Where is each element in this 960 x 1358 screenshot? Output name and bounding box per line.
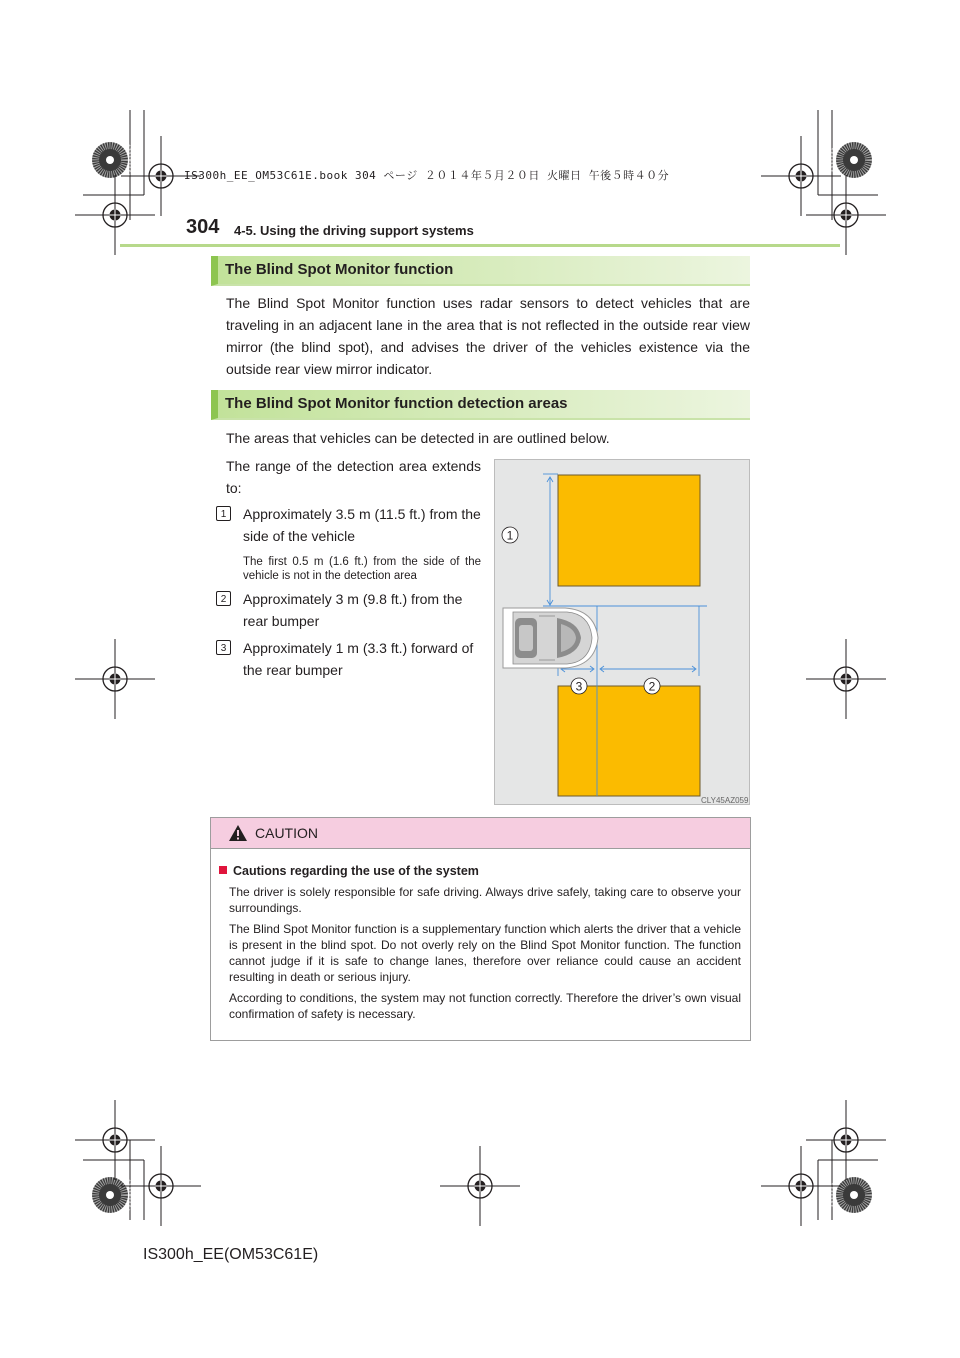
caution-box xyxy=(210,817,751,1041)
range-intro: The range of the detection area extends to: xyxy=(226,458,481,496)
caution-label: CAUTION xyxy=(255,825,318,841)
caution-title: Cautions regarding the use of the system xyxy=(219,864,479,878)
header-divider xyxy=(120,244,840,247)
page-number: 304 xyxy=(186,216,220,238)
item-number-2: 2 xyxy=(216,591,231,606)
detection-area-diagram xyxy=(494,459,750,805)
diagram-drawing xyxy=(495,460,751,806)
caution-header xyxy=(211,818,750,849)
item-text-2: Approximately 3 m (9.8 ft.) from the rear bumper xyxy=(243,591,463,629)
callout-1: 1 xyxy=(506,528,514,543)
caution-paragraph-3: According to conditions, the system may not function correctly. Therefore the driver’s own visual confirmation of safety is necessary. xyxy=(229,991,741,1021)
chapter-section-title: 4-5. Using the driving support systems xyxy=(234,223,474,238)
caution-paragraph-1: The driver is solely responsible for safe driving. Always drive safely, taking care to observe your surroundings. xyxy=(229,885,741,915)
caution-paragraph-2: The Blind Spot Monitor function is a supplementary function which alerts the driver that a vehicle is present in the blind spot. Do not overly rely on the Blind Spot Monitor function. The function cannot judge if it is safe to change lanes, therefore over reliance could cause an accident resulting in death or serious injury. xyxy=(229,922,741,984)
footer-model-code: IS300h_EE(OM53C61E) xyxy=(143,1246,319,1263)
item-number-1: 1 xyxy=(216,506,231,521)
item-note-1: The first 0.5 m (1.6 ft.) from the side of the vehicle is not in the detection area xyxy=(243,556,481,582)
detection-zone-rear xyxy=(558,686,700,796)
heading-detection-areas: The Blind Spot Monitor function detection areas xyxy=(211,390,750,420)
intro-paragraph: The Blind Spot Monitor function uses radar sensors to detect vehicles that are traveling in an adjacent lane in the area that is not reflected in the outside rear view mirror (the blind spot), and advises the driver of the vehicles existence via the outside rear view mirror indicator. xyxy=(226,295,750,377)
item-number-3: 3 xyxy=(216,640,231,655)
car-top-view xyxy=(503,608,598,668)
detection-zone-side xyxy=(558,475,700,586)
item-text-1: Approximately 3.5 m (11.5 ft.) from the side of the vehicle xyxy=(243,506,481,544)
red-square-bullet-icon xyxy=(219,866,227,874)
detection-areas-paragraph: The areas that vehicles can be detected in are outlined below. xyxy=(226,430,610,446)
item-text-3: Approximately 1 m (3.3 ft.) forward of the rear bumper xyxy=(243,640,474,678)
callout-2: 2 xyxy=(648,679,656,694)
warning-triangle-icon xyxy=(228,824,248,842)
figure-code: CLY45AZ059 xyxy=(701,796,749,805)
heading-blind-spot-monitor-function: The Blind Spot Monitor function xyxy=(211,256,750,286)
callout-3: 3 xyxy=(575,679,583,694)
print-header-line: IS300h_EE_OM53C61E.book 304 ページ ２０１４年５月２０日 火曜日 午後５時４０分 xyxy=(184,169,670,182)
